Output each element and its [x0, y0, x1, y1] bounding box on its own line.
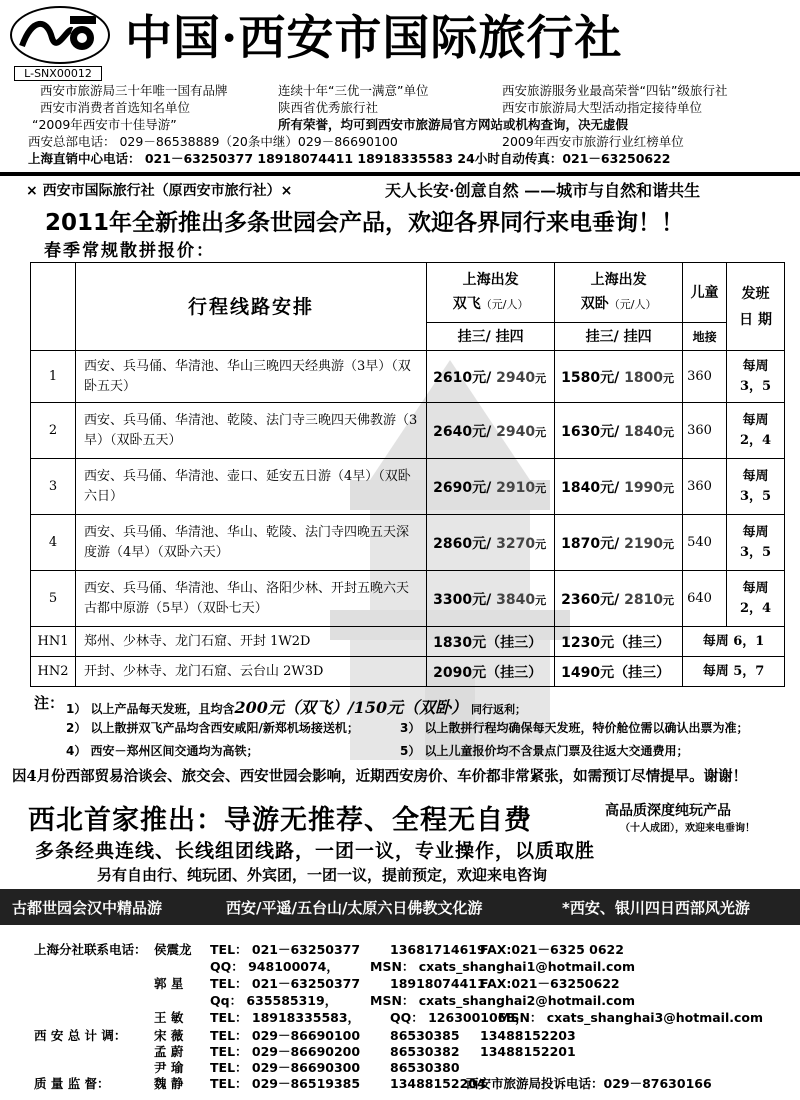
honor-6: 西安市旅游局大型活动指定接待单位: [502, 100, 703, 115]
row-train-price: 2360元/ 2810元: [555, 571, 683, 627]
contact-field: 13488152204: [390, 1076, 486, 1091]
row-train-price: 1840元/ 1990元: [555, 459, 683, 515]
contact-field: MSN： cxats_shanghai3@hotmail.com: [498, 1010, 764, 1025]
price-subhead: 春季常规散拼报价：: [44, 241, 215, 261]
license-code: L-SNX00012: [14, 66, 102, 81]
row-number: 3: [31, 459, 76, 515]
contact-field: 13488152201: [480, 1044, 576, 1059]
table-header-train-tier: 挂三/ 挂四: [555, 323, 683, 351]
agency-logo: [10, 6, 110, 64]
honor-7: “2009年西安市十佳导游”: [32, 117, 177, 132]
row-fly-price: 2690元/ 2910元: [427, 459, 555, 515]
contact-field: TEL： 029－86690100: [210, 1028, 361, 1043]
contact-field: 孟 蔚: [154, 1044, 184, 1059]
table-row: [31, 515, 785, 571]
table-header-route: 行程线路安排: [75, 263, 426, 351]
table-row: [31, 351, 785, 403]
row-fly-price: 2610元/ 2940元: [427, 351, 555, 403]
row-fly-price: 2090元（挂三）: [427, 657, 555, 687]
featured-tour-2: 西安/平遥/五台山/太原六日佛教文化游: [226, 899, 483, 917]
row-train-price: 1490元（挂三）: [555, 657, 683, 687]
table-row: [31, 403, 785, 459]
shanghai-phone: 上海直销中心电话： 021－63250377 18918074411 18918335583 24小时自动传真：021－63250622: [28, 151, 671, 166]
honor-8: 2009年西安市旅游行业红榜单位: [502, 134, 684, 149]
note-3: 3） 以上散拼行程均确保每天发班，特价舱位需以确认出票为准；: [400, 721, 749, 735]
contact-field: 西安市旅游局投诉电话：029－87630166: [466, 1076, 712, 1091]
table-header-train: 上海出发 双卧（元/人）: [555, 263, 683, 323]
table-header-dep: 发班 日 期: [727, 263, 785, 351]
contact-field: FAX:021－6325 0622: [480, 942, 624, 957]
contact-field: MSN： cxats_shanghai2@hotmail.com: [370, 993, 636, 1008]
table-header-no: [31, 263, 76, 351]
contact-field: 尹 瑜: [154, 1060, 184, 1075]
contact-field: 魏 静: [154, 1076, 184, 1091]
note-5: 5） 以上儿童报价均不含景点门票及往返大交通费用；: [400, 744, 689, 758]
contact-field: TEL： 029－86690300: [210, 1060, 361, 1075]
city-slogan: 天人长安·创意自然 ——城市与自然和谐共生: [385, 181, 701, 200]
honor-5: 陕西省优秀旅行社: [278, 100, 379, 115]
promo-line2: 多条经典连线、长线组团线路，一团一议，专业操作，以质取胜: [35, 840, 596, 862]
notice-text: 因4月份西部贸易洽谈会、旅交会、西安世园会影响，近期西安房价、车价都非常紧张，如需预订尽情提早。谢谢！: [12, 768, 748, 785]
row-departure: 每周 5，7: [683, 657, 785, 687]
contact-field: TEL： 021－63250377: [210, 976, 361, 991]
row-departure: 每周 3，5: [727, 515, 785, 571]
xian-contacts-label: 西 安 总 计 调：: [34, 1028, 127, 1043]
row-departure: 每周 3，5: [727, 459, 785, 515]
honor-4: 西安市消费者首选知名单位: [40, 100, 191, 115]
table-row: [31, 657, 785, 687]
table-row: [31, 459, 785, 515]
hq-phone: 西安总部电话： 029－86538889（20条中继）029－86690100: [28, 134, 398, 149]
honor-verify: 所有荣誉，均可到西安市旅游局官方网站或机构查询，决无虚假: [278, 117, 629, 132]
contact-field: FAX:021－63250622: [480, 976, 620, 991]
contact-field: 13681714619: [390, 942, 486, 957]
contact-field: Qq： 635585319，: [210, 993, 338, 1008]
contact-field: TEL： 021－63250377: [210, 942, 361, 957]
agency-title: 中国·西安市国际旅行社: [125, 11, 623, 66]
row-fly-price: 2860元/ 3270元: [427, 515, 555, 571]
contact-field: 13488152203: [480, 1028, 576, 1043]
promo-line3: 另有自由行、纯玩团、外宾团，一团一议，提前预定，欢迎来电咨询: [97, 866, 548, 884]
honor-1: 西安市旅游局三十年唯一国有品牌: [40, 83, 228, 98]
table-header-child: 儿童: [683, 263, 727, 323]
table-header-fly-tier: 挂三/ 挂四: [427, 323, 555, 351]
contact-field: 王 敏: [154, 1010, 184, 1025]
row-route: 西安、兵马俑、华清池、华山、洛阳少林、开封五晚六天古都中原游（5早）（双卧七天）: [75, 571, 426, 627]
contact-field: 86530385: [390, 1028, 460, 1043]
row-route: 西安、兵马俑、华清池、华山、乾陵、法门寺四晚五天深度游（4早）（双卧六天）: [75, 515, 426, 571]
header-divider: [0, 172, 800, 176]
row-child-price: 360: [683, 459, 727, 515]
featured-tours-bar: [0, 889, 800, 925]
contact-field: TEL： 029－86519385: [210, 1076, 361, 1091]
note-4: 4） 西安－郑州区间交通均为高铁；: [66, 744, 259, 758]
row-departure: 每周 6，1: [683, 627, 785, 657]
quality-label: 质 量 监 督：: [34, 1076, 110, 1091]
row-number: HN1: [31, 627, 76, 657]
headline: 2011年全新推出多条世园会产品，欢迎各界同行来电垂询！！: [45, 210, 685, 236]
row-departure: 每周 3，5: [727, 351, 785, 403]
row-train-price: 1580元/ 1800元: [555, 351, 683, 403]
featured-tour-1: 古都世园会汉中精品游: [12, 899, 163, 917]
promo-side: 高品质深度纯玩产品: [605, 803, 731, 819]
row-number: 4: [31, 515, 76, 571]
featured-tour-3: *西安、银川四日西部风光游: [562, 899, 750, 917]
row-child-price: 360: [683, 351, 727, 403]
table-header-row: [31, 263, 785, 323]
contact-field: 侯震龙: [154, 942, 192, 957]
contact-field: 86530380: [390, 1060, 460, 1075]
table-row: [31, 627, 785, 657]
contact-field: MSN： cxats_shanghai1@hotmail.com: [370, 959, 636, 974]
contact-field: 宋 薇: [154, 1028, 184, 1043]
contact-field: TEL： 18918335583，: [210, 1010, 361, 1025]
row-departure: 每周 2，4: [727, 571, 785, 627]
contact-field: 86530382: [390, 1044, 460, 1059]
contact-field: QQ： 1263001068，: [390, 1010, 528, 1025]
row-child-price: 360: [683, 403, 727, 459]
table-header-child-sub: 地接: [683, 323, 727, 351]
row-route: 西安、兵马俑、华清池、壶口、延安五日游（4早）（双卧六日）: [75, 459, 426, 515]
row-number: 2: [31, 403, 76, 459]
honor-3: 西安旅游服务业最高荣誉“四钻”级旅行社: [502, 83, 728, 98]
row-route: 西安、兵马俑、华清池、乾陵、法门寺三晚四天佛教游（3早）（双卧五天）: [75, 403, 426, 459]
row-fly-price: 2640元/ 2940元: [427, 403, 555, 459]
table-header-fly: 上海出发 双飞（元/人）: [427, 263, 555, 323]
price-table: [30, 262, 785, 687]
row-number: HN2: [31, 657, 76, 687]
honor-2: 连续十年“三优一满意”单位: [278, 83, 429, 98]
row-route: 开封、少林寺、龙门石窟、云台山 2W3D: [75, 657, 426, 687]
promo-side-sub: （十人成团），欢迎来电垂询！: [620, 823, 755, 834]
row-train-price: 1870元/ 2190元: [555, 515, 683, 571]
contact-field: 18918074411: [390, 976, 486, 991]
note-1: 1） 以上产品每天发班，且均含200元（双飞）/150元（双卧） 同行返利；: [66, 698, 527, 717]
row-train-price: 1230元（挂三）: [555, 627, 683, 657]
row-child-price: 640: [683, 571, 727, 627]
row-number: 1: [31, 351, 76, 403]
row-departure: 每周 2，4: [727, 403, 785, 459]
row-child-price: 540: [683, 515, 727, 571]
contact-field: 郭 星: [154, 976, 184, 991]
row-number: 5: [31, 571, 76, 627]
row-fly-price: 1830元（挂三）: [427, 627, 555, 657]
agency-tagline: × 西安市国际旅行社（原西安市旅行社）×: [26, 183, 293, 199]
note-2: 2） 以上散拼双飞产品均含西安咸阳/新郑机场接送机；: [66, 721, 359, 735]
table-row: [31, 571, 785, 627]
row-route: 西安、兵马俑、华清池、华山三晚四天经典游（3早）（双卧五天）: [75, 351, 426, 403]
row-train-price: 1630元/ 1840元: [555, 403, 683, 459]
shanghai-contacts-label: 上海分社联系电话：: [34, 942, 147, 957]
row-route: 郑州、少林寺、龙门石窟、开封 1W2D: [75, 627, 426, 657]
notes-label: 注：: [34, 694, 65, 712]
contact-field: QQ： 948100074，: [210, 959, 339, 974]
promo-main: 西北首家推出：导游无推荐、全程无自费: [28, 805, 532, 836]
row-fly-price: 3300元/ 3840元: [427, 571, 555, 627]
contact-field: TEL： 029－86690200: [210, 1044, 361, 1059]
